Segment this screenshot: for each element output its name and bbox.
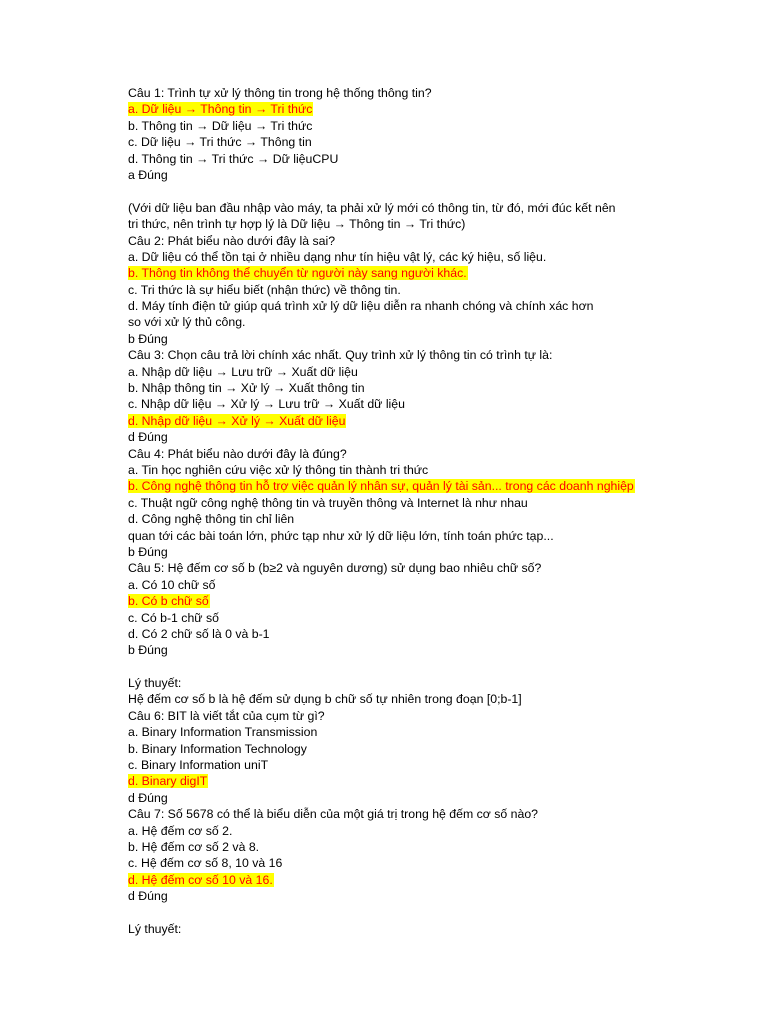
highlighted-answer-line — [128, 593, 708, 609]
correct-answer-text: d. Nhập dữ liệu → Xử lý → Xuất dữ liệu — [128, 413, 346, 428]
line-text: Câu 1: Trình tự xử lý thông tin trong hệ thống thông tin? — [128, 86, 432, 100]
text-line — [128, 282, 708, 298]
line-text: quan tới các bài toán lớn, phức tạp như xử lý dữ liệu lớn, tính toán phức tạp... — [128, 528, 554, 543]
text-line — [128, 626, 708, 642]
line-text: Câu 6: BIT là viết tắt của cụm từ gì? — [128, 708, 325, 723]
text-line — [128, 200, 708, 216]
line-text: tri thức, nên trình tự hợp lý là Dữ liệu → Thông tin → Tri thức) — [128, 217, 466, 232]
line-text: a. Hệ đếm cơ số 2. — [128, 823, 233, 838]
line-text: a. Nhập dữ liệu → Lưu trữ → Xuất dữ liệu — [128, 364, 358, 379]
highlighted-answer-line — [128, 872, 708, 888]
text-line — [128, 429, 708, 445]
text-line — [128, 446, 708, 462]
blank-line — [128, 183, 708, 199]
line-text: d Đúng — [128, 430, 168, 445]
text-line — [128, 855, 708, 871]
line-text: b. Thông tin → Dữ liệu → Tri thức — [128, 118, 313, 133]
text-line — [128, 249, 708, 265]
line-text: Câu 2: Phát biểu nào dưới đây là sai? — [128, 233, 336, 248]
line-text: c. Tri thức là sự hiểu biết (nhận thức) về thông tin. — [128, 282, 401, 297]
text-line — [128, 806, 708, 822]
line-text: b Đúng — [128, 331, 168, 346]
blank-line — [128, 659, 708, 675]
correct-answer-text: b. Công nghệ thông tin hỗ trợ việc quản lý nhân sự, quản lý tài sản... trong các doanh nghiệp — [128, 479, 634, 494]
text-line — [128, 839, 708, 855]
text-line — [128, 134, 708, 150]
line-text: a. Tin học nghiên cứu việc xử lý thông tin thành tri thức — [128, 462, 429, 477]
text-line — [128, 610, 708, 626]
text-line — [128, 462, 708, 478]
blank-line — [128, 905, 708, 921]
text-line — [128, 691, 708, 707]
text-line — [128, 888, 708, 904]
line-text: b. Nhập thông tin → Xử lý → Xuất thông tin — [128, 381, 365, 396]
line-text: b Đúng — [128, 544, 168, 559]
text-line — [128, 675, 708, 691]
line-text: d Đúng — [128, 889, 168, 904]
text-line — [128, 151, 708, 167]
line-text: a. Binary Information Transmission — [128, 725, 318, 740]
line-text: c. Binary Information uniT — [128, 758, 269, 773]
text-line — [128, 724, 708, 740]
line-text: b Đúng — [128, 643, 168, 658]
text-line — [128, 380, 708, 396]
line-text: c. Dữ liệu → Tri thức → Thông tin — [128, 135, 312, 150]
line-text: Câu 7: Số 5678 có thể là biểu diễn của một giá trị trong hệ đếm cơ số nào? — [128, 807, 539, 822]
line-text: a Đúng — [128, 167, 168, 182]
line-text: a. Có 10 chữ số — [128, 577, 216, 592]
line-text: Câu 5: Hệ đếm cơ số b (b≥2 và nguyên dương) sử dụng bao nhiêu chữ số? — [128, 561, 542, 576]
text-line — [128, 167, 708, 183]
text-line — [128, 528, 708, 544]
line-text: d. Thông tin → Tri thức → Dữ liệuCPU — [128, 151, 339, 166]
highlighted-answer-line — [128, 478, 708, 494]
line-text: Câu 3: Chọn câu trả lời chính xác nhất. Quy trình xử lý thông tin có trình tự là: — [128, 348, 553, 363]
line-text: c. Thuật ngữ công nghệ thông tin và truyền thông và Internet là như nhau — [128, 495, 528, 510]
text-line — [128, 233, 708, 249]
text-line — [128, 577, 708, 593]
highlighted-answer-line — [128, 265, 708, 281]
text-line — [128, 790, 708, 806]
text-line — [128, 544, 708, 560]
line-text: c. Có b-1 chữ số — [128, 610, 219, 625]
line-text: Hệ đếm cơ số b là hệ đếm sử dụng b chữ số tự nhiên trong đoạn [0;b-1] — [128, 692, 522, 707]
line-text: d Đúng — [128, 790, 168, 805]
correct-answer-text: a. Dữ liệu → Thông tin → Tri thức — [128, 102, 313, 117]
text-line — [128, 511, 708, 527]
text-line — [128, 396, 708, 412]
text-line — [128, 495, 708, 511]
highlighted-answer-line — [128, 413, 708, 429]
text-line — [128, 823, 708, 839]
text-line — [128, 708, 708, 724]
line-text: a. Dữ liệu có thể tồn tại ở nhiều dạng như tín hiệu vật lý, các ký hiệu, số liệu. — [128, 249, 547, 264]
line-text: b. Binary Information Technology — [128, 741, 307, 756]
text-line — [128, 364, 708, 380]
text-line — [128, 642, 708, 658]
text-line — [128, 757, 708, 773]
correct-answer-text: b. Có b chữ số — [128, 594, 209, 609]
line-text: c. Hệ đếm cơ số 8, 10 và 16 — [128, 856, 283, 871]
text-line — [128, 347, 708, 363]
line-text: c. Nhập dữ liệu → Xử lý → Lưu trữ → Xuất dữ liệu — [128, 397, 405, 412]
correct-answer-text: d. Binary digIT — [128, 774, 208, 789]
text-line — [128, 314, 708, 330]
line-text: so với xử lý thủ công. — [128, 315, 246, 330]
text-line — [128, 298, 708, 314]
line-text: d. Máy tính điện tử giúp quá trình xử lý dữ liệu diễn ra nhanh chóng và chính xác hơn — [128, 299, 594, 314]
highlighted-answer-line — [128, 773, 708, 789]
highlighted-answer-line — [128, 101, 708, 117]
text-line — [128, 560, 708, 576]
text-line — [128, 741, 708, 757]
line-text: d. Có 2 chữ số là 0 và b-1 — [128, 626, 270, 641]
text-line — [128, 118, 708, 134]
line-text: Câu 4: Phát biểu nào dưới đây là đúng? — [128, 446, 347, 461]
correct-answer-text: b. Thông tin không thể chuyển từ người này sang người khác. — [128, 266, 467, 281]
correct-answer-text: d. Hệ đếm cơ số 10 và 16. — [128, 872, 273, 887]
text-line — [128, 921, 708, 937]
line-text: Lý thuyết: — [128, 921, 182, 936]
line-text: (Với dữ liệu ban đầu nhập vào máy, ta phải xử lý mới có thông tin, từ đó, mới đúc kết nên — [128, 200, 616, 215]
text-line — [128, 331, 708, 347]
line-text: d. Công nghệ thông tin chỉ liên — [128, 512, 295, 527]
text-line — [128, 85, 708, 101]
line-text: b. Hệ đếm cơ số 2 và 8. — [128, 839, 260, 854]
document-body — [128, 85, 708, 937]
line-text: Lý thuyết: — [128, 676, 182, 691]
text-line — [128, 216, 708, 232]
